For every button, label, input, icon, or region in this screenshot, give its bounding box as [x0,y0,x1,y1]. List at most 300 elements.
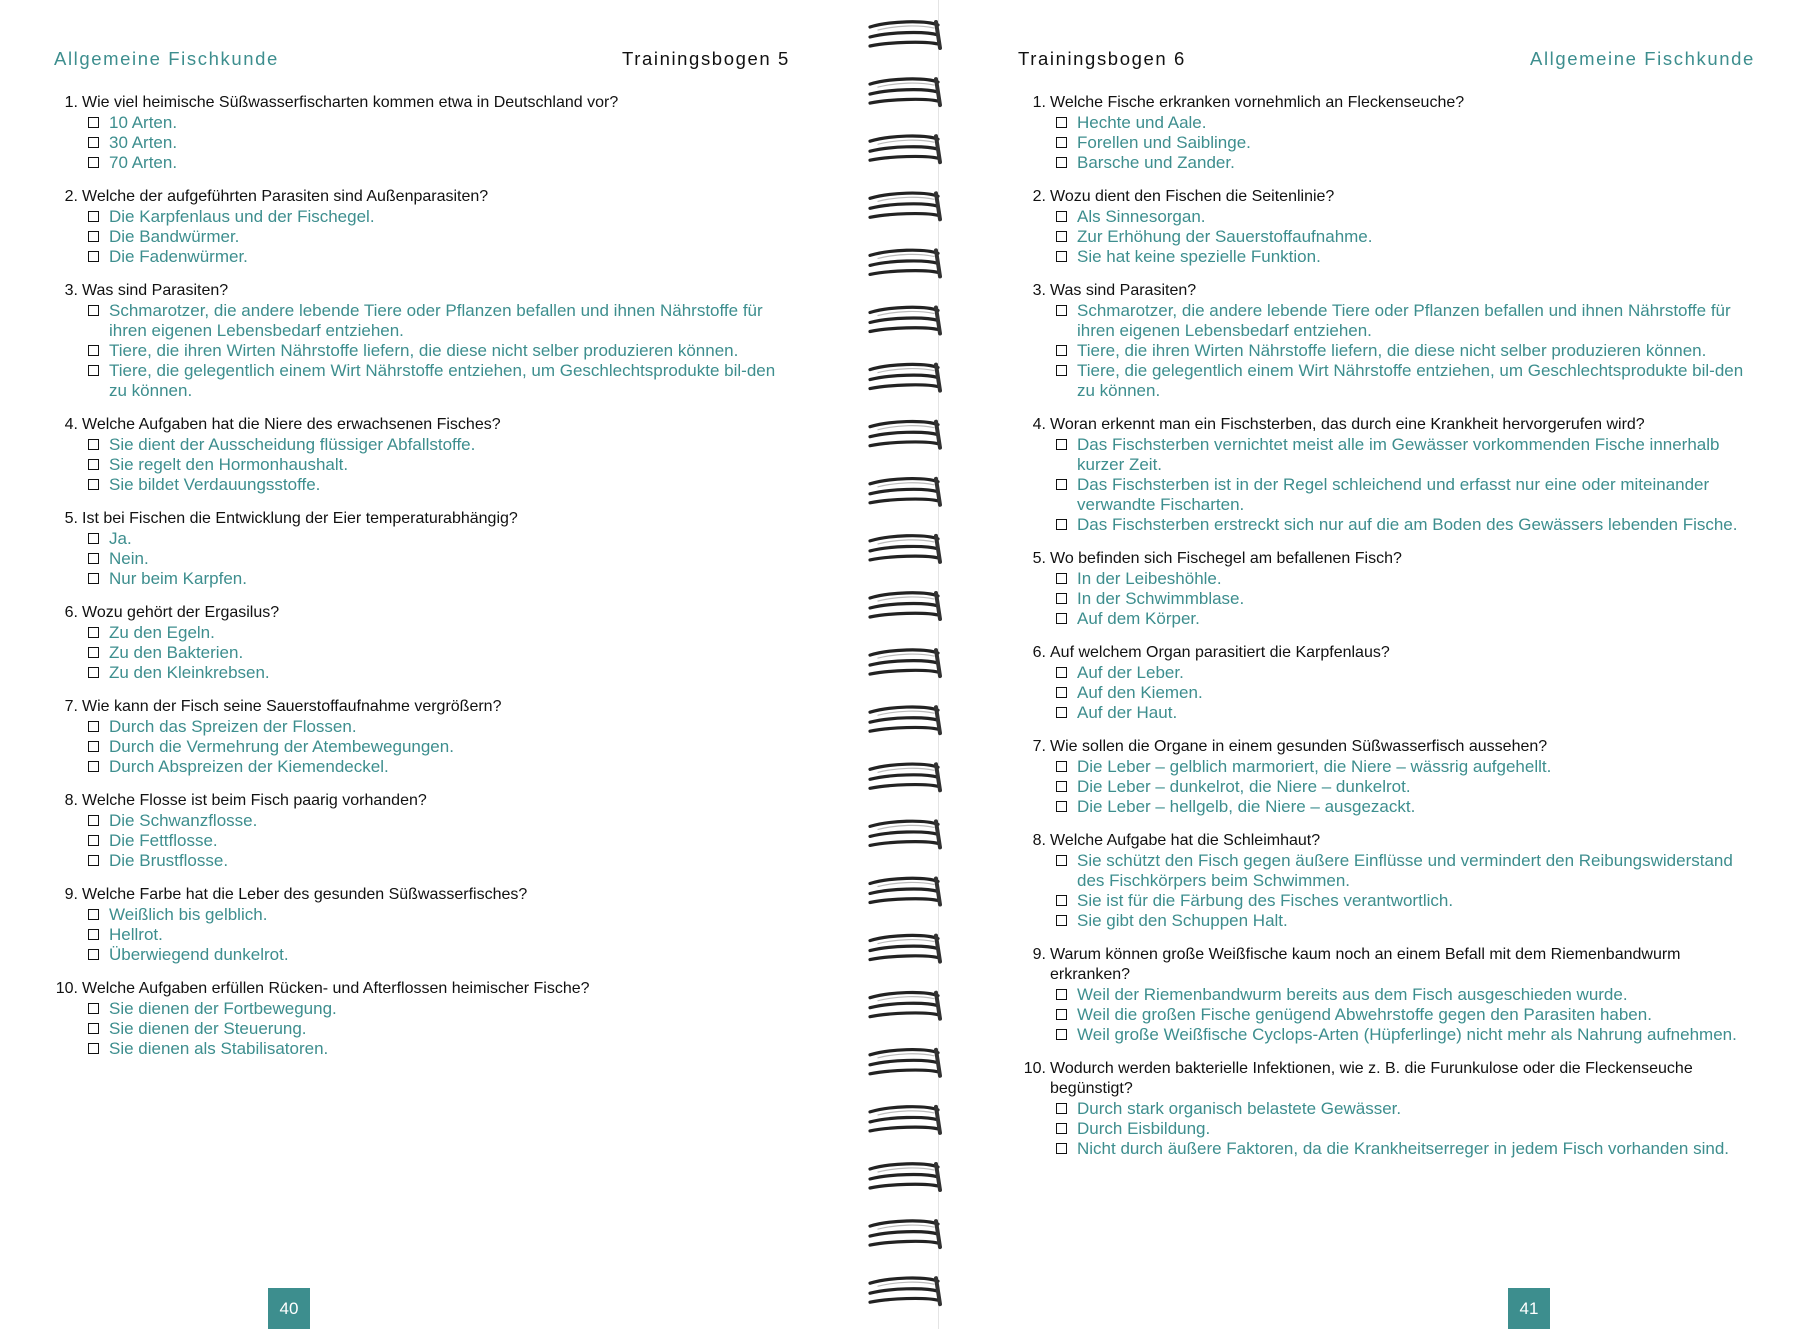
answer-text: Sie dient der Ausscheidung flüssiger Abfallstoffe. [109,435,476,454]
answer-option[interactable] [88,851,797,871]
question-text-row [1020,831,1755,851]
answer-text: 30 Arten. [109,133,178,152]
answer-text: Hechte und Aale. [1077,113,1207,132]
checkbox[interactable] [1056,593,1067,604]
answer-option[interactable] [1056,1139,1755,1159]
checkbox[interactable] [1056,915,1067,926]
answer-options [52,113,797,173]
answer-text: Durch Abspreizen der Kiemendeckel. [109,757,389,776]
answer-text: Zu den Egeln. [109,623,215,642]
question-item [1020,93,1755,173]
answer-text: Die Leber – hellgelb, die Niere – ausgezackt. [1077,797,1416,816]
answer-option[interactable] [88,757,797,777]
question-number: 5. [64,510,78,527]
answer-option[interactable] [88,999,797,1019]
answer-text: In der Leibeshöhle. [1077,569,1222,588]
binding-ring [870,136,940,162]
question-item [1020,737,1755,817]
question-number: 3. [64,282,78,299]
answer-options [1020,663,1755,723]
answer-options [1020,569,1755,629]
answer-option[interactable] [88,831,797,851]
binding-ring [870,22,940,48]
left-page [0,0,840,1329]
answer-text: Die Leber – gelblich marmoriert, die Niere – wässrig aufgehellt. [1077,757,1552,776]
checkbox[interactable] [1056,1103,1067,1114]
answer-options [52,529,797,589]
answer-options [52,811,797,871]
binding-ring [870,878,940,904]
binding-ring [870,79,940,105]
answer-options [52,207,797,267]
checkbox[interactable] [88,667,99,678]
answer-option[interactable] [1056,227,1755,247]
checkbox[interactable] [1056,573,1067,584]
answer-text: Sie bildet Verdauungsstoffe. [109,475,321,494]
answer-option[interactable] [1056,851,1755,891]
checkbox[interactable] [88,365,99,376]
answer-text: Ja. [109,529,132,548]
checkbox[interactable] [1056,781,1067,792]
question-item [52,697,797,777]
answer-text: Sie dienen der Fortbewegung. [109,999,337,1018]
right-page [968,0,1807,1329]
question-text-row [52,509,797,529]
answer-text: Weil der Riemenbandwurm bereits aus dem Fisch ausgeschieden wurde. [1077,985,1628,1004]
answer-option[interactable] [88,569,797,589]
answer-option[interactable] [88,133,797,153]
answer-text: Tiere, die gelegentlich einem Wirt Nährstoffe entziehen, um Geschlechtsprodukte bil-den zu können. [1077,361,1744,400]
checkbox[interactable] [1056,613,1067,624]
question-list [52,93,797,1073]
answer-option[interactable] [1056,663,1755,683]
answer-option[interactable] [88,811,797,831]
checkbox[interactable] [88,251,99,262]
answer-text: Sie regelt den Hormonhaushalt. [109,455,349,474]
checkbox[interactable] [1056,231,1067,242]
question-text-row [52,415,797,435]
checkbox[interactable] [1056,137,1067,148]
checkbox[interactable] [88,439,99,450]
binding-ring [870,479,940,505]
answer-text: Schmarotzer, die andere lebende Tiere oder Pflanzen befallen und ihnen Nährstoffe für ihren eigenen Lebensbedarf entziehen. [1077,301,1731,340]
question-text-row [1020,643,1755,663]
answer-text: Auf der Haut. [1077,703,1178,722]
answer-option[interactable] [1056,1005,1755,1025]
checkbox[interactable] [88,1003,99,1014]
question-text-row [1020,737,1755,757]
answer-option[interactable] [88,113,797,133]
answer-option[interactable] [1056,515,1755,535]
answer-option[interactable] [88,1019,797,1039]
answer-option[interactable] [88,529,797,549]
question-item [1020,643,1755,723]
question-text: Was sind Parasiten? [82,282,229,299]
binding-ring [870,1050,940,1076]
checkbox[interactable] [88,835,99,846]
answer-option[interactable] [1056,1119,1755,1139]
checkbox[interactable] [88,533,99,544]
answer-option[interactable] [1056,301,1755,341]
question-text: Welche Fische erkranken vornehmlich an Fleckenseuche? [1050,94,1465,111]
answer-option[interactable] [88,153,797,173]
answer-option[interactable] [88,737,797,757]
answer-text: Forellen und Saiblinge. [1077,133,1251,152]
question-text: Welche Aufgabe hat die Schleimhaut? [1050,832,1321,849]
binding-ring [870,421,940,447]
question-text: Welche Aufgaben hat die Niere des erwachsenen Fisches? [82,416,501,433]
question-number: 10. [1023,1060,1046,1077]
answer-option[interactable] [1056,777,1755,797]
answer-options [1020,851,1755,931]
question-item [52,885,797,965]
question-text: Ist bei Fischen die Entwicklung der Eier temperaturabhängig? [82,510,518,527]
checkbox[interactable] [88,157,99,168]
binding-ring [870,1278,940,1304]
answer-option[interactable] [1056,589,1755,609]
question-number: 7. [64,698,78,715]
binding-ring [870,193,940,219]
spiral-binding [840,0,968,1329]
answer-option[interactable] [1056,1025,1755,1045]
answer-option[interactable] [88,663,797,683]
answer-option[interactable] [88,623,797,643]
checkbox[interactable] [88,1043,99,1054]
checkbox[interactable] [88,815,99,826]
checkbox[interactable] [1056,211,1067,222]
checkbox[interactable] [1056,667,1067,678]
answer-text: Schmarotzer, die andere lebende Tiere oder Pflanzen befallen und ihnen Nährstoffe für ihren eigenen Lebensbedarf entziehen. [109,301,763,340]
answer-option[interactable] [1056,757,1755,777]
question-text-row [52,187,797,207]
question-item [1020,187,1755,267]
answer-option[interactable] [1056,153,1755,173]
question-number: 7. [1032,738,1046,755]
answer-option[interactable] [1056,133,1755,153]
question-number: 3. [1032,282,1046,299]
answer-text: In der Schwimmblase. [1077,589,1245,608]
checkbox[interactable] [1056,1123,1067,1134]
answer-option[interactable] [88,945,797,965]
answer-option[interactable] [1056,247,1755,267]
question-text: Wodurch werden bakterielle Infektionen, wie z. B. die Furunkulose oder die Fleckenseuche begünstigt? [1050,1060,1693,1097]
answer-text: Auf der Leber. [1077,663,1184,682]
checkbox[interactable] [88,949,99,960]
question-text-row [1020,187,1755,207]
answer-option[interactable] [88,435,797,455]
question-text-row [52,281,797,301]
answer-option[interactable] [1056,985,1755,1005]
checkbox[interactable] [1056,761,1067,772]
question-text-row [52,697,797,717]
binding-ring [870,992,940,1018]
answer-options [1020,113,1755,173]
question-text-row [1020,945,1755,985]
answer-option[interactable] [88,455,797,475]
checkbox[interactable] [88,1023,99,1034]
answer-option[interactable] [1056,475,1755,515]
answer-text: Sie schützt den Fisch gegen äußere Einflüsse und vermindert den Reibungswiderstand des Fischkörpers beim Schwimmen. [1077,851,1733,890]
answer-text: Sie dienen der Steuerung. [109,1019,307,1038]
checkbox[interactable] [1056,157,1067,168]
checkbox[interactable] [1056,519,1067,530]
answer-option[interactable] [1056,341,1755,361]
question-number: 1. [64,94,78,111]
question-text: Wo befinden sich Fischegel am befallenen Fisch? [1050,550,1402,567]
question-number: 10. [55,980,78,997]
checkbox[interactable] [88,305,99,316]
checkbox[interactable] [1056,801,1067,812]
answer-text: Auf dem Körper. [1077,609,1200,628]
answer-option[interactable] [1056,435,1755,475]
answer-option[interactable] [1056,569,1755,589]
checkbox[interactable] [88,137,99,148]
binding-ring [870,764,940,790]
answer-option[interactable] [1056,609,1755,629]
question-item [52,791,797,871]
answer-option[interactable] [88,227,797,247]
question-number: 2. [64,188,78,205]
answer-text: Barsche und Zander. [1077,153,1235,172]
question-item [52,979,797,1059]
answer-text: Die Schwanzflosse. [109,811,258,830]
question-text-row [1020,549,1755,569]
question-text-row [1020,415,1755,435]
answer-option[interactable] [1056,1099,1755,1119]
binding-ring [870,1164,940,1190]
question-item [1020,549,1755,629]
answer-options [52,905,797,965]
answer-options [1020,435,1755,535]
answer-text: Durch die Vermehrung der Atembewegungen. [109,737,454,756]
question-text: Warum können große Weißfische kaum noch an einem Befall mit dem Riemenbandwurm erkranken? [1050,946,1681,983]
checkbox[interactable] [88,231,99,242]
section-header: Allgemeine Fischkunde [54,48,279,69]
checkbox[interactable] [88,553,99,564]
checkbox[interactable] [1056,1009,1067,1020]
question-item [1020,281,1755,401]
answer-text: 10 Arten. [109,113,178,132]
question-number: 5. [1032,550,1046,567]
answer-option[interactable] [88,925,797,945]
checkbox[interactable] [88,909,99,920]
answer-text: Das Fischsterben erstreckt sich nur auf die am Boden des Gewässers lebenden Fische. [1077,515,1738,534]
question-item [52,93,797,173]
question-item [1020,831,1755,931]
answer-text: Weil große Weißfische Cyclops-Arten (Hüpferlinge) nicht mehr als Nahrung aufnehmen. [1077,1025,1737,1044]
checkbox[interactable] [88,929,99,940]
checkbox[interactable] [88,573,99,584]
answer-text: Tiere, die ihren Wirten Nährstoffe liefern, die diese nicht selber produzieren können. [1077,341,1707,360]
checkbox[interactable] [88,211,99,222]
checkbox[interactable] [1056,439,1067,450]
checkbox[interactable] [1056,251,1067,262]
answer-text: Überwiegend dunkelrot. [109,945,289,964]
answer-option[interactable] [1056,113,1755,133]
binding-ring [870,935,940,961]
checkbox[interactable] [1056,989,1067,1000]
checkbox[interactable] [1056,305,1067,316]
question-list [1020,93,1755,1173]
question-number: 8. [64,792,78,809]
question-text: Welche Flosse ist beim Fisch paarig vorhanden? [82,792,427,809]
answer-option[interactable] [1056,703,1755,723]
binding-ring [870,364,940,390]
question-number: 6. [1032,644,1046,661]
answer-option[interactable] [88,361,797,401]
page-number: 41 [1508,1288,1550,1329]
question-number: 6. [64,604,78,621]
answer-text: Tiere, die ihren Wirten Nährstoffe liefern, die diese nicht selber produzieren können. [109,341,739,360]
answer-option[interactable] [1056,911,1755,931]
checkbox[interactable] [1056,707,1067,718]
checkbox[interactable] [88,345,99,356]
binding-ring [870,707,940,733]
answer-option[interactable] [88,475,797,495]
answer-text: Sie ist für die Färbung des Fisches verantwortlich. [1077,891,1454,910]
question-number: 4. [1032,416,1046,433]
page-number: 40 [268,1288,310,1329]
answer-text: Weißlich bis gelblich. [109,905,268,924]
answer-option[interactable] [88,643,797,663]
checkbox[interactable] [1056,345,1067,356]
answer-text: Zu den Bakterien. [109,643,244,662]
checkbox[interactable] [88,479,99,490]
answer-text: Sie hat keine spezielle Funktion. [1077,247,1321,266]
question-text-row [52,979,797,999]
answer-options [1020,207,1755,267]
question-text: Welche der aufgeführten Parasiten sind Außenparasiten? [82,188,489,205]
checkbox[interactable] [1056,855,1067,866]
question-text: Wie sollen die Organe in einem gesunden Süßwasserfisch aussehen? [1050,738,1548,755]
answer-text: Sie dienen als Stabilisatoren. [109,1039,329,1058]
answer-text: Sie gibt den Schuppen Halt. [1077,911,1288,930]
question-text: Wie viel heimische Süßwasserfischarten kommen etwa in Deutschland vor? [82,94,619,111]
section-header: Allgemeine Fischkunde [1530,48,1755,69]
answer-text: Die Fadenwürmer. [109,247,248,266]
answer-option[interactable] [88,549,797,569]
question-item [52,415,797,495]
question-text-row [1020,1059,1755,1099]
checkbox[interactable] [88,117,99,128]
question-item [1020,1059,1755,1159]
checkbox[interactable] [88,721,99,732]
checkbox[interactable] [88,741,99,752]
answer-text: Das Fischsterben vernichtet meist alle im Gewässer vorkommenden Fische innerhalb kurzer Zeit. [1077,435,1720,474]
question-item [52,509,797,589]
answer-text: Zur Erhöhung der Sauerstoffaufnahme. [1077,227,1373,246]
question-text: Woran erkennt man ein Fischsterben, das durch eine Krankheit hervorgerufen wird? [1050,416,1645,433]
question-text-row [52,885,797,905]
binding-ring [870,593,940,619]
answer-options [52,435,797,495]
checkbox[interactable] [1056,365,1067,376]
question-text: Wie kann der Fisch seine Sauerstoffaufnahme vergrößern? [82,698,502,715]
question-number: 4. [64,416,78,433]
answer-option[interactable] [1056,891,1755,911]
answer-options [1020,757,1755,817]
answer-text: Tiere, die gelegentlich einem Wirt Nährstoffe entziehen, um Geschlechtsprodukte bil-den zu können. [109,361,776,400]
answer-text: Durch stark organisch belastete Gewässer. [1077,1099,1402,1118]
answer-option[interactable] [88,717,797,737]
checkbox[interactable] [1056,895,1067,906]
answer-text: Als Sinnesorgan. [1077,207,1206,226]
question-item [1020,945,1755,1045]
answer-options [52,717,797,777]
question-text: Was sind Parasiten? [1050,282,1197,299]
answer-option[interactable] [88,301,797,341]
worksheet-title: Trainingsbogen 5 [622,48,790,69]
answer-option[interactable] [88,247,797,267]
answer-options [1020,301,1755,401]
question-text-row [52,791,797,811]
answer-option[interactable] [1056,207,1755,227]
answer-option[interactable] [88,905,797,925]
binding-ring [870,650,940,676]
question-text: Welche Farbe hat die Leber des gesunden Süßwasserfisches? [82,886,528,903]
question-number: 8. [1032,832,1046,849]
checkbox[interactable] [1056,479,1067,490]
worksheet-title: Trainingsbogen 6 [1018,48,1186,69]
answer-text: 70 Arten. [109,153,178,172]
checkbox[interactable] [88,761,99,772]
answer-option[interactable] [88,207,797,227]
checkbox[interactable] [88,459,99,470]
checkbox[interactable] [88,855,99,866]
answer-text: Die Brustflosse. [109,851,229,870]
binding-ring [870,821,940,847]
question-item [52,281,797,401]
checkbox[interactable] [1056,1029,1067,1040]
question-number: 1. [1032,94,1046,111]
question-text: Auf welchem Organ parasitiert die Karpfenlaus? [1050,644,1390,661]
question-number: 9. [64,886,78,903]
answer-options [52,301,797,401]
answer-text: Die Fettflosse. [109,831,218,850]
binding-ring [870,250,940,276]
question-text-row [52,603,797,623]
binding-ring [870,1221,940,1247]
answer-text: Die Leber – dunkelrot, die Niere – dunkelrot. [1077,777,1411,796]
question-item [52,187,797,267]
answer-options [52,999,797,1059]
checkbox[interactable] [88,627,99,638]
answer-option[interactable] [1056,797,1755,817]
question-item [52,603,797,683]
answer-text: Zu den Kleinkrebsen. [109,663,270,682]
checkbox[interactable] [1056,1143,1067,1154]
answer-text: Die Karpfenlaus und der Fischegel. [109,207,375,226]
checkbox[interactable] [1056,117,1067,128]
answer-options [1020,985,1755,1045]
binding-ring [870,536,940,562]
binding-ring [870,307,940,333]
checkbox[interactable] [1056,687,1067,698]
question-text-row [1020,93,1755,113]
answer-text: Auf den Kiemen. [1077,683,1203,702]
answer-option[interactable] [88,1039,797,1059]
answer-options [1020,1099,1755,1159]
answer-option[interactable] [1056,361,1755,401]
answer-option[interactable] [1056,683,1755,703]
answer-text: Hellrot. [109,925,163,944]
answer-text: Die Bandwürmer. [109,227,240,246]
checkbox[interactable] [88,647,99,658]
answer-option[interactable] [88,341,797,361]
question-item [1020,415,1755,535]
answer-text: Durch das Spreizen der Flossen. [109,717,357,736]
answer-text: Das Fischsterben ist in der Regel schleichend und erfasst nur eine oder miteinander verwandte Fischarten. [1077,475,1710,514]
